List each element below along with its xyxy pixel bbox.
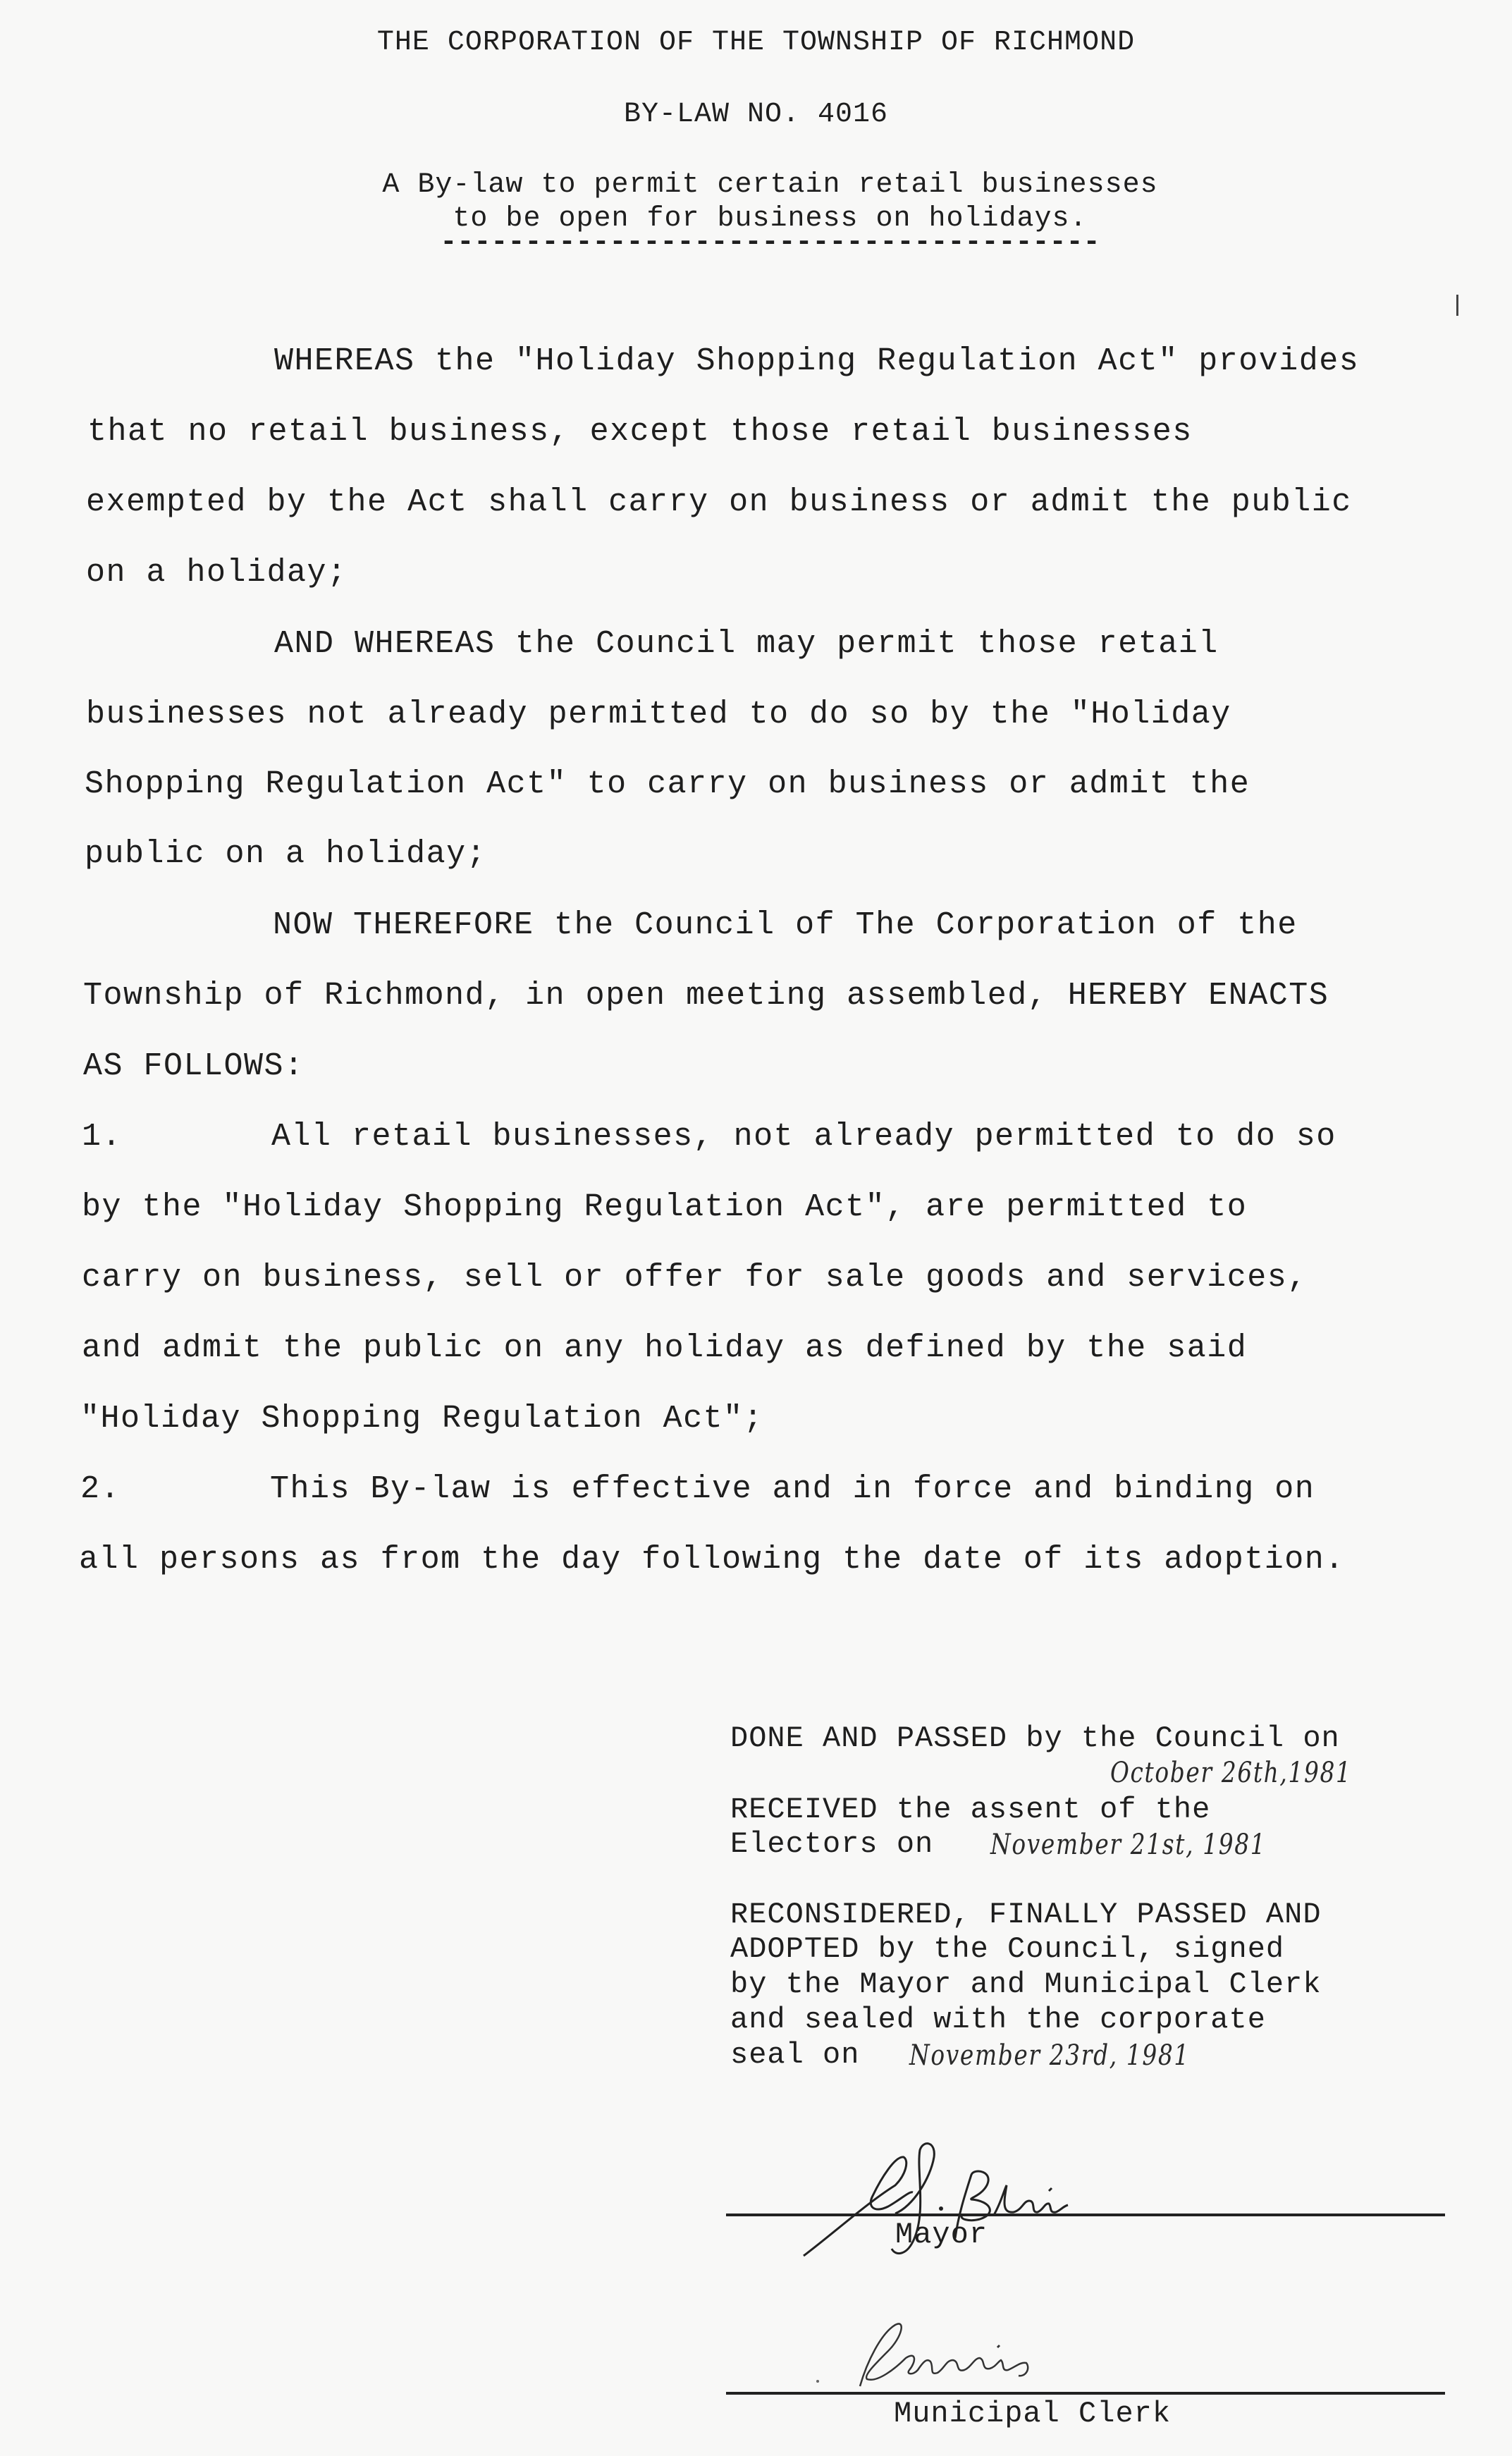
bylaw-number: BY-LAW NO. 4016 — [623, 99, 889, 130]
reconsidered-line-2: ADOPTED by the Council, signed — [730, 1932, 1285, 1966]
corporation-title: THE CORPORATION OF THE TOWNSHIP OF RICHMOND — [376, 27, 1136, 59]
enacting-line-3: AS FOLLOWS: — [83, 1048, 305, 1084]
recital-2-line-2: businesses not already permitted to do so by the "Holiday — [86, 696, 1231, 732]
reconsidered-line-3: by the Mayor and Municipal Clerk — [730, 1967, 1322, 2001]
clerk-signature-icon — [789, 2319, 1184, 2397]
clerk-signature-line — [726, 2392, 1445, 2395]
reconsidered-line-4: and sealed with the corporate — [730, 2003, 1266, 2037]
received-date: November 21st, 1981 — [990, 1829, 1267, 1861]
enacting-line-1: NOW THEREFORE the Council of The Corporation of the — [273, 907, 1298, 943]
received-assent-text: RECEIVED the assent of the — [730, 1793, 1211, 1826]
recital-2-line-1: AND WHEREAS the Council may permit those retail — [274, 626, 1219, 662]
clause-1-line-3: carry on business, sell or offer for sale goods and services, — [82, 1260, 1308, 1296]
bylaw-subtitle-line2: to be open for business on holidays. — [453, 203, 1088, 235]
clause-2-line-2: all persons as from the day following the date of its adoption. — [79, 1542, 1345, 1578]
mayor-label: Mayor — [895, 2218, 988, 2252]
reconsidered-line-1: RECONSIDERED, FINALLY PASSED AND — [730, 1898, 1322, 1932]
recital-1-line-4: on a holiday; — [86, 555, 348, 591]
recital-1-line-3: exempted by the Act shall carry on business or admit the public — [86, 484, 1352, 520]
done-passed-date: October 26th,1981 — [1110, 1757, 1352, 1789]
clause-2-line-1: This By-law is effective and in force and binding on — [270, 1471, 1315, 1507]
seal-on-text: seal on — [730, 2038, 860, 2072]
mayor-signature-line — [726, 2214, 1445, 2216]
recital-2-line-4: public on a holiday; — [85, 836, 487, 872]
electors-on-text: Electors on — [730, 1827, 934, 1861]
clause-1-line-5: "Holiday Shopping Regulation Act"; — [80, 1401, 764, 1437]
scan-mark — [1456, 295, 1458, 316]
recital-1-line-1: WHEREAS the "Holiday Shopping Regulation Act" provides — [274, 343, 1360, 379]
clause-1-line-4: and admit the public on any holiday as defined by the said — [82, 1330, 1248, 1366]
recital-1-line-2: that no retail business, except those retail businesses — [87, 414, 1193, 450]
clause-1-line-1: All retail businesses, not already permitted to do so — [271, 1119, 1336, 1155]
done-passed-text: DONE AND PASSED by the Council on — [730, 1721, 1340, 1755]
clerk-label: Municipal Clerk — [894, 2397, 1172, 2431]
enacting-line-2: Township of Richmond, in open meeting assembled, HEREBY ENACTS — [83, 978, 1329, 1014]
clause-2-number: 2. — [80, 1471, 121, 1507]
clause-1-line-2: by the "Holiday Shopping Regulation Act", are permitted to — [82, 1189, 1248, 1225]
seal-date: November 23rd, 1981 — [909, 2039, 1190, 2072]
bylaw-subtitle-line1: A By-law to permit certain retail businesses — [382, 169, 1158, 201]
clause-1-number: 1. — [82, 1119, 123, 1155]
recital-2-line-3: Shopping Regulation Act" to carry on business or admit the — [85, 766, 1250, 802]
header-divider: --------------------------------------- — [440, 227, 1100, 259]
